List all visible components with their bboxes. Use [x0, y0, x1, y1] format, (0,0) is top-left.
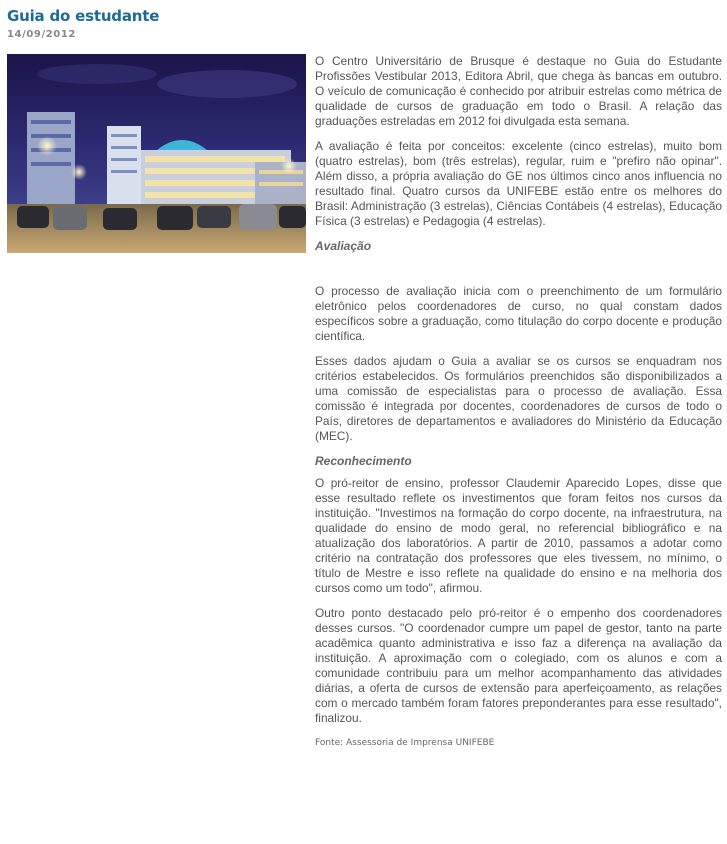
- section-heading-avaliacao: Avaliação: [315, 239, 372, 253]
- reconhecimento-paragraph: Outro ponto destacado pelo pró-reitor é o empenho dos coordenadores desses cursos. "O coordenador cumpre um papel de gestor, tanto na parte acadêmica quanto administrativa e isso faz a diferença na avaliação da instituição. A aproximação com o colegiado, com os alunos e com a comunidade contribuiu para um melhor acompanhamento das atividades diárias, a oferta de cursos de extensão para aperfeiçoamento, as relações com o mercado também foram fatores preponderantes para esse resultado", finalizou.: [315, 606, 722, 725]
- article-date: 14/09/2012: [7, 29, 76, 40]
- section-heading-reconhecimento: Reconhecimento: [315, 454, 412, 468]
- avaliacao-paragraph: Esses dados ajudam o Guia a avaliar se os cursos se enquadram nos critérios estabelecidos. Os formulários preenchidos são disponibilizados a uma comissão de especialistas para o processo de avaliação. Essa comissão é integrada por docentes, coordenadores de cursos de todo o País, diretores de departamentos e avaliadores do Ministério da Educação (MEC).: [315, 354, 722, 443]
- article-source: Fonte: Assessoria de Imprensa UNIFEBE: [315, 738, 495, 748]
- article-title: Guia do estudante: [7, 7, 160, 25]
- intro-paragraph: O Centro Universitário de Brusque é destaque no Guia do Estudante Profissões Vestibular 2013, Editora Abril, que chega às bancas em outubro. O veículo de comunicação é conhecido por atribuir estrelas como métrica de qualidade de cursos de graduação em todo o Brasil. A relação das graduações estreladas em 2012 foi divulgada esta semana.: [315, 54, 722, 128]
- intro-paragraph: A avaliação é feita por conceitos: excelente (cinco estrelas), muito bom (quatro estrelas), bom (três estrelas), regular, ruim e "prefiro não opinar". Além disso, a própria avaliação do GE nos últimos cinco anos influencia no resultado final. Quatro cursos da UNIFEBE estão entre os melhores do Brasil: Administração (3 estrelas), Ciências Contábeis (4 estrelas), Educação Física (3 estrelas) e Pedagogia (4 estrelas).: [315, 139, 722, 228]
- reconhecimento-paragraph: O pró-reitor de ensino, professor Claudemir Aparecido Lopes, disse que esse resultado reflete os investimentos que foram feitos nos cursos da instituição. "Investimos na formação do corpo docente, na infraestrutura, na qualidade do ensino de modo geral, no referencial bibliográfico e na atualização dos laboratórios. A partir de 2010, passamos a adotar como critério na contratação dos professores que eles tivessem, no mínimo, o título de Mestre e isso reflete na qualidade do ensino e na melhoria dos cursos como um todo", afirmou.: [315, 476, 722, 595]
- avaliacao-paragraph: O processo de avaliação inicia com o preenchimento de um formulário eletrônico pelos coordenadores de curso, no qual constam dados específicos sobre a graduação, como titulação do corpo docente e produção científica.: [315, 284, 722, 343]
- campus-building-night-photo: [7, 54, 306, 253]
- article-body: [315, 54, 722, 761]
